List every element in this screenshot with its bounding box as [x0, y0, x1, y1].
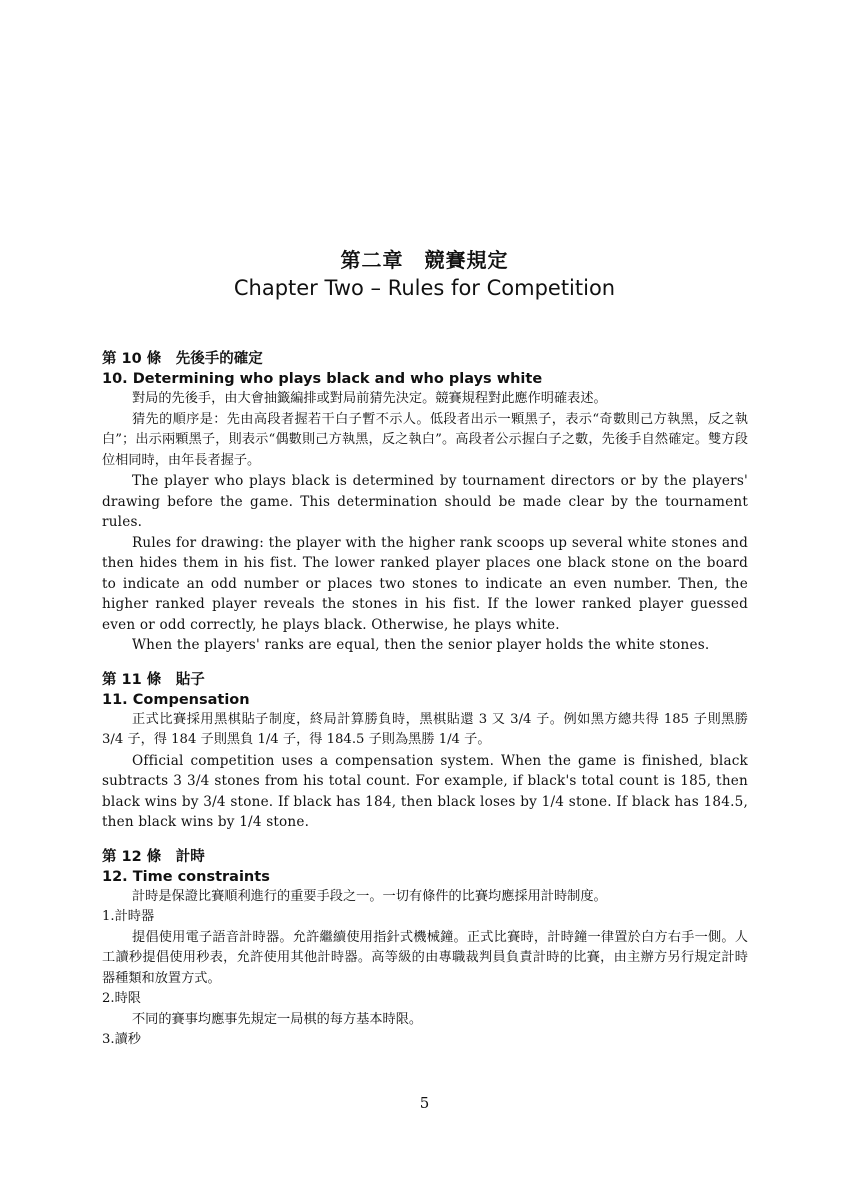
paragraph: Rules for drawing: the player with the higher rank scoops up several white stones and then hides them in his fist. The lower ranked player places one black stone on the board to indicate an odd number or places two stones to indicate an even number. Then, the higher ranked player reveals the stones in his fist. If the lower ranked player guessed even or odd correctly, he plays black. Otherwise, he plays white.: [102, 534, 748, 633]
paragraph: The player who plays black is determined by tournament directors or by the players' drawing before the game. This determination should be made clear by the tournament rules.: [102, 473, 748, 530]
paragraph: 正式比賽採用黑棋貼子制度，終局計算勝負時，黑棋貼還 3 又 3/4 子。例如黑方總共得 185 子則黑勝 3/4 子，得 184 子則黑負 1/4 子，得 184.5 子則為黑勝 1/4 子。: [102, 711, 748, 747]
paragraph: Official competition uses a compensation system. When the game is finished, black subtracts 3 3/4 stones from his total count. For example, if black's total count is 185, then black wins by 3/4 stone. If black has 184, then black loses by 1/4 stone. If black has 184.5, then black wins by 1/4 stone.: [102, 752, 748, 830]
article-heading-en: 10. Determining who plays black and who plays white: [102, 371, 543, 387]
chapter-title-en: Chapter Two – Rules for Competition: [233, 276, 616, 300]
article-10: [102, 349, 748, 656]
subsection-label: 2.時限: [102, 991, 141, 1006]
paragraph: 對局的先後手，由大會抽籤編排或對局前猜先決定。競賽規程對此應作明確表述。: [132, 391, 607, 406]
section-spacer: [102, 833, 748, 847]
article-heading-zh: 第 11 條 貼子: [102, 671, 205, 688]
paragraph: 猜先的順序是：先由高段者握若干白子暫不示人。低段者出示一顆黑子，表示“奇數則己方執黑，反之執白”；出示兩顆黑子，則表示“偶數則己方執黑，反之執白”。高段者公示握白子之數，先後手自然確定。雙方段位相同時，由年長者握子。: [102, 411, 748, 468]
page-content: [102, 349, 748, 1051]
page-number: 5: [419, 1094, 430, 1112]
article-11: [102, 670, 748, 833]
article-heading-en: 12. Time constraints: [102, 868, 270, 885]
paragraph: 不同的賽事均應事先規定一局棋的每方基本時限。: [132, 1011, 423, 1027]
article-heading-en: 11. Compensation: [102, 691, 250, 708]
subsection-label: 3.讀秒: [102, 1032, 141, 1047]
chapter-title-zh: 第二章 競賽規定: [340, 248, 509, 272]
paragraph: 計時是保證比賽順利進行的重要手段之一。一切有條件的比賽均應採用計時制度。: [132, 888, 607, 904]
subsection-label: 1.計時器: [102, 909, 155, 924]
article-heading-zh: 第 12 條 計時: [102, 848, 205, 865]
article-12: [102, 847, 748, 1051]
article-heading-zh: 第 10 條 先後手的確定: [102, 351, 263, 367]
paragraph: 提倡使用電子語音計時器。允許繼續使用指針式機械鐘。正式比賽時，計時鐘一律置於白方右手一側。人工讀秒提倡使用秒表，允許使用其他計時器。高等級的由專職裁判員負責計時的比賽，由主辦方另行規定計時器種類和放置方式。: [102, 929, 748, 986]
paragraph: When the players' ranks are equal, then the senior player holds the white stones.: [132, 637, 710, 653]
section-spacer: [102, 656, 748, 670]
